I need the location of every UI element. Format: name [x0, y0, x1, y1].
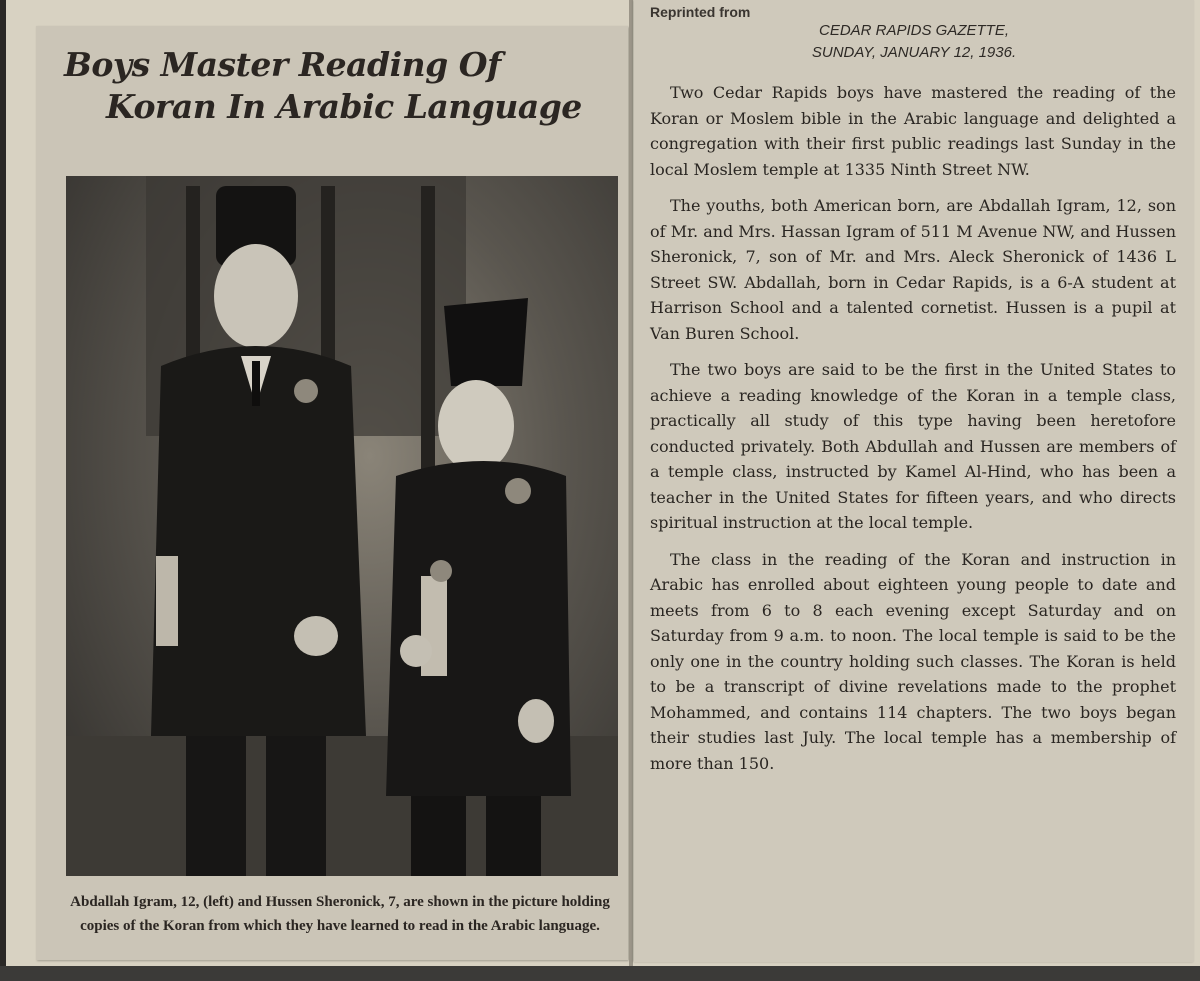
article-paragraph-2: The youths, both American born, are Abdallah Igram, 12, son of Mr. and Mrs. Hassan Igram of 511 M Avenue NW, and Hussen Sheronick, 7, son of Mr. and Mrs. Aleck Sheronick of 1436 L Street SW. Abdallah, born in Cedar Rapids, is a 6-A student at Harrison School and a talented cornetist. Hussen is a pupil at Van Buren School.: [650, 196, 1176, 343]
clipping-divider: [629, 0, 633, 966]
reprint-label: Reprinted from: [650, 4, 751, 20]
source-header: [634, 20, 1194, 64]
headline-line-2: Koran In Arabic Language: [106, 87, 582, 126]
photograph: [66, 176, 618, 876]
photo-illustration: [66, 176, 618, 876]
headline-line-1: Boys Master Reading Of: [64, 45, 501, 84]
photo-clipping: [36, 26, 628, 960]
article-paragraph-3: The two boys are said to be the first in the United States to achieve a reading knowledge of the Koran in a temple class, practically all study of this type having been heretofore conducted privately. Both Abdullah and Hussen are members of a temple class, instructed by Kamel Al-Hind, who has been a teacher in the United States for fifteen years, and who directs spiritual instruction at the local temple.: [650, 360, 1176, 532]
headline: [64, 44, 604, 128]
photo-caption: Abdallah Igram, 12, (left) and Hussen Sheronick, 7, are shown in the picture holding copies of the Koran from which they have learned to read in the Arabic language.: [70, 894, 610, 934]
article-paragraph-4: The class in the reading of the Koran and instruction in Arabic has enrolled about eighteen young people to date and meets from 6 to 8 each evening except Saturday and on Saturday from 9 a.m. to noon. The local temple is said to be the only one in the country holding such classes. The Koran is held to be a transcript of divine revelations made to the prophet Mohammed, and contains 114 chapters. The two boys began their studies last July. The local temple has a membership of more than 150.: [650, 549, 1176, 773]
article-clipping: [634, 0, 1194, 962]
article-paragraph-1: Two Cedar Rapids boys have mastered the reading of the Koran or Moslem bible in the Arabic language and delighted a congregation with their first public readings last Sunday in the local Moslem temple at 1335 Ninth Street NW.: [650, 83, 1176, 179]
bottom-edge: [0, 966, 1200, 981]
source-name: CEDAR RAPIDS GAZETTE,: [818, 22, 1010, 39]
source-date: SUNDAY, JANUARY 12, 1936.: [811, 44, 1017, 61]
article-body: [650, 80, 1176, 787]
